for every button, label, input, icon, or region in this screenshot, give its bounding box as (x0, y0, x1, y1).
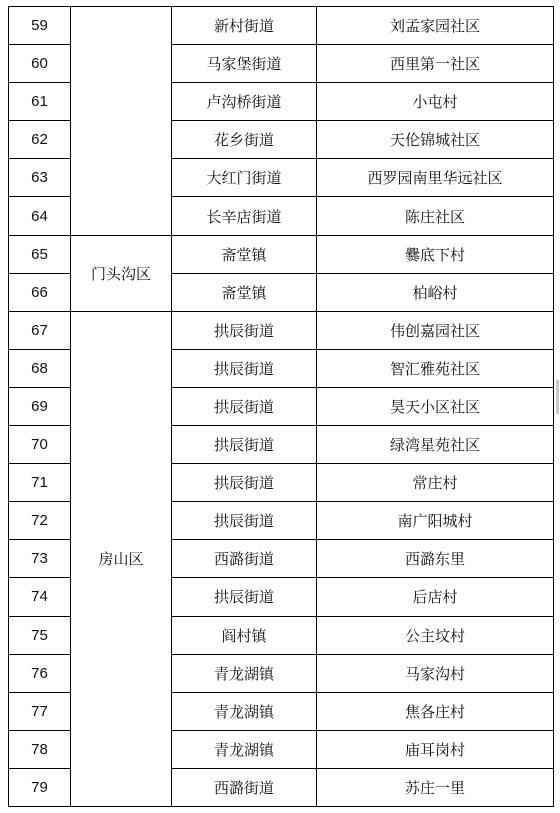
district-cell-blank (71, 7, 172, 236)
community-cell: 庙耳岗村 (317, 730, 554, 768)
row-number: 59 (9, 7, 71, 45)
table-row (9, 311, 554, 349)
street-cell: 马家堡街道 (172, 45, 317, 83)
row-number: 64 (9, 197, 71, 235)
row-number: 79 (9, 768, 71, 806)
street-cell: 拱辰街道 (172, 502, 317, 540)
community-cell: 焦各庄村 (317, 692, 554, 730)
community-cell: 伟创嘉园社区 (317, 311, 554, 349)
community-cell: 马家沟村 (317, 654, 554, 692)
street-cell: 大红门街道 (172, 159, 317, 197)
community-cell: 爨底下村 (317, 235, 554, 273)
street-cell: 拱辰街道 (172, 349, 317, 387)
scrollbar-thumb[interactable] (556, 380, 559, 414)
row-number: 66 (9, 273, 71, 311)
street-cell: 卢沟桥街道 (172, 83, 317, 121)
row-number: 70 (9, 426, 71, 464)
community-cell: 公主坟村 (317, 616, 554, 654)
row-number: 77 (9, 692, 71, 730)
table-row (9, 235, 554, 273)
community-cell: 陈庄社区 (317, 197, 554, 235)
community-cell: 西潞东里 (317, 540, 554, 578)
community-cell: 常庄村 (317, 464, 554, 502)
street-cell: 拱辰街道 (172, 387, 317, 425)
community-cell: 昊天小区社区 (317, 387, 554, 425)
street-cell: 新村街道 (172, 7, 317, 45)
community-cell: 西罗园南里华远社区 (317, 159, 554, 197)
row-number: 74 (9, 578, 71, 616)
community-cell: 后店村 (317, 578, 554, 616)
street-cell: 拱辰街道 (172, 426, 317, 464)
community-cell: 苏庄一里 (317, 768, 554, 806)
street-cell: 斋堂镇 (172, 235, 317, 273)
street-cell: 阎村镇 (172, 616, 317, 654)
district-cell-mentougou: 门头沟区 (71, 235, 172, 311)
row-number: 67 (9, 311, 71, 349)
row-number: 71 (9, 464, 71, 502)
street-cell: 青龙湖镇 (172, 692, 317, 730)
community-cell: 西里第一社区 (317, 45, 554, 83)
row-number: 61 (9, 83, 71, 121)
street-cell: 拱辰街道 (172, 311, 317, 349)
community-table (8, 6, 554, 807)
street-cell: 长辛店街道 (172, 197, 317, 235)
row-number: 78 (9, 730, 71, 768)
row-number: 68 (9, 349, 71, 387)
table-row (9, 7, 554, 45)
street-cell: 西潞街道 (172, 768, 317, 806)
row-number: 63 (9, 159, 71, 197)
district-cell-fangshan: 房山区 (71, 311, 172, 806)
row-number: 72 (9, 502, 71, 540)
community-cell: 绿湾星苑社区 (317, 426, 554, 464)
row-number: 60 (9, 45, 71, 83)
street-cell: 拱辰街道 (172, 578, 317, 616)
row-number: 76 (9, 654, 71, 692)
community-cell: 南广阳城村 (317, 502, 554, 540)
street-cell: 西潞街道 (172, 540, 317, 578)
row-number: 62 (9, 121, 71, 159)
street-cell: 青龙湖镇 (172, 654, 317, 692)
row-number: 73 (9, 540, 71, 578)
row-number: 65 (9, 235, 71, 273)
street-cell: 拱辰街道 (172, 464, 317, 502)
community-cell: 小屯村 (317, 83, 554, 121)
row-number: 75 (9, 616, 71, 654)
community-cell: 刘孟家园社区 (317, 7, 554, 45)
street-cell: 斋堂镇 (172, 273, 317, 311)
street-cell: 青龙湖镇 (172, 730, 317, 768)
row-number: 69 (9, 387, 71, 425)
street-cell: 花乡街道 (172, 121, 317, 159)
community-cell: 天伦锦城社区 (317, 121, 554, 159)
community-cell: 智汇雅苑社区 (317, 349, 554, 387)
community-cell: 柏峪村 (317, 273, 554, 311)
